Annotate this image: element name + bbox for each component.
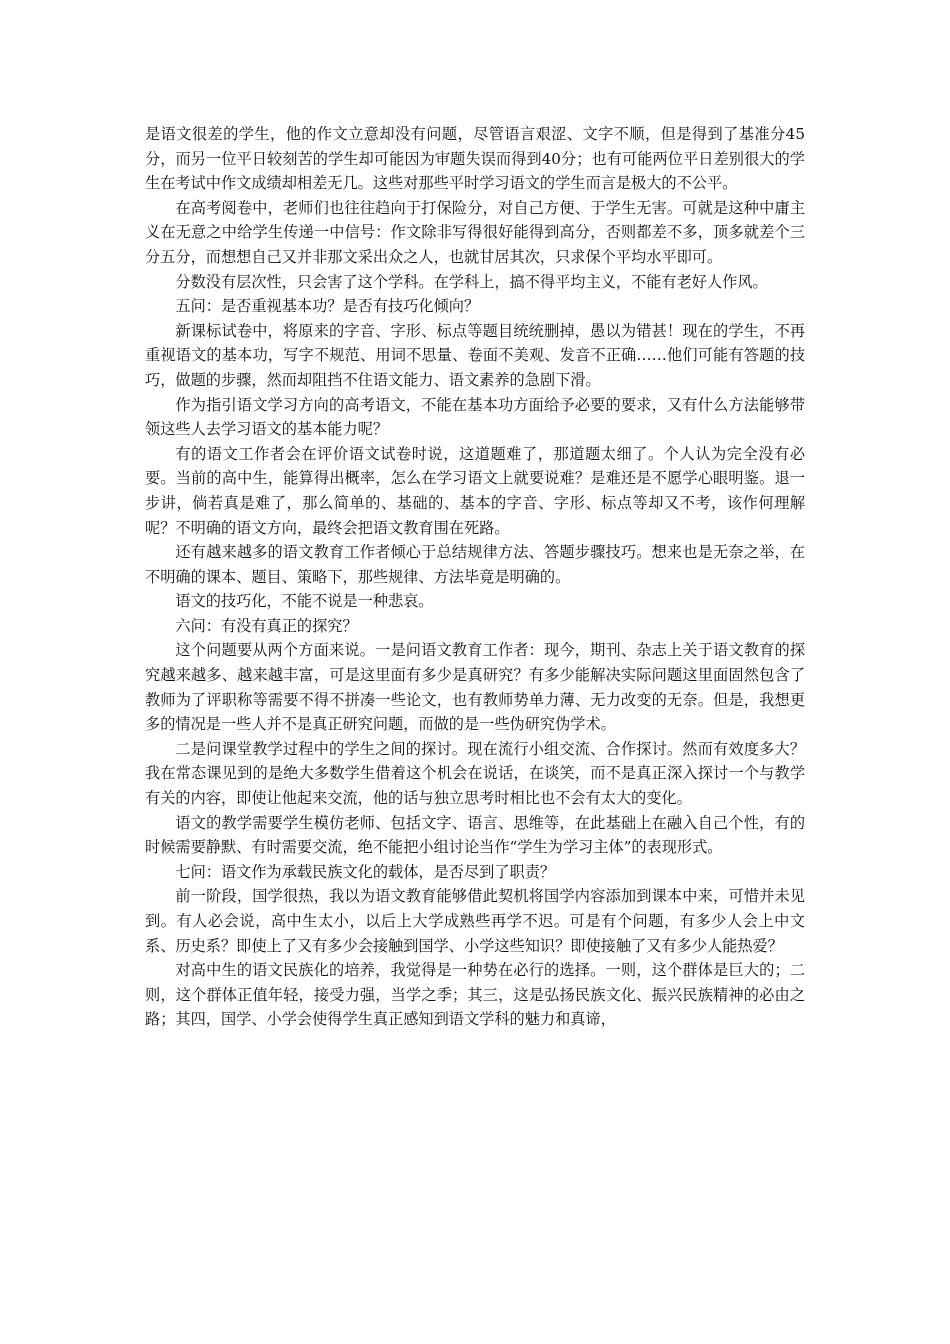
paragraph: 作为指引语文学习方向的高考语文，不能在基本功方面给予必要的要求，又有什么方法能够带领这些人去学习语文的基本能力呢？ [145, 395, 805, 439]
paragraph: 语文的技巧化，不能不说是一种悲哀。 [175, 592, 434, 611]
paragraph: 是语文很差的学生，他的作文立意却没有问题，尽管语言艰涩、文字不顺，但是得到了基准分45分，而另一位平日较刻苦的学生却可能因为审题失误而得到40分；也有可能两位平日差别很大的学生在考试中作文成绩却相差无几。这些对那些平时学习语文的学生而言是极大的不公平。 [145, 125, 805, 193]
paragraph: 新课标试卷中，将原来的字音、字形、标点等题目统统删掉，愚以为错甚！现在的学生，不再重视语文的基本功，写字不规范、用词不思量、卷面不美观、发音不正确……他们可能有答题的技巧，做题的步骤，然而却阻挡不住语文能力、语文素养的急剧下滑。 [145, 321, 805, 389]
paragraph: 这个问题要从两个方面来说。一是问语文教育工作者：现今，期刊、杂志上关于语文教育的探究越来越多、越来越丰富，可是这里面有多少是真研究？有多少能解决实际问题这里面固然包含了教师为了评职称等需要不得不拼凑一些论文，也有教师势单力薄、无力改变的无奈。但是，我想更多的情况是一些人并不是真正研究问题，而做的是一些伪研究伪学术。 [145, 641, 805, 734]
document-page [145, 122, 805, 1032]
paragraph: 在高考阅卷中，老师们也往往趋向于打保险分，对自己方便、于学生无害。可就是这种中庸主义在无意之中给学生传递一中信号：作文除非写得很好能得到高分，否则都差不多，顶多就差个三分五分，而想想自己又并非那文采出众之人，也就甘居其次，只求保个平均水平即可。 [145, 198, 805, 266]
paragraph: 前一阶段，国学很热，我以为语文教育能够借此契机将国学内容添加到课本中来，可惜并未见到。有人必会说，高中生太小，以后上大学成熟些再学不迟。可是有个问题，有多少人会上中文系、历史系？即使上了又有多少会接触到国学、小学这些知识？即使接触了又有多少人能热爱？ [145, 887, 805, 955]
section-heading: 七问：语文作为承载民族文化的载体，是否尽到了职责？ [175, 862, 556, 881]
paragraph: 有的语文工作者会在评价语文试卷时说，这道题难了，那道题太细了。个人认为完全没有必要。当前的高中生，能算得出概率，怎么在学习语文上就要说难？是难还是不愿学心眼明鉴。退一步讲，倘若真是难了，那么简单的、基础的、基本的字音、字形、标点等却又不考，该作何理解呢？不明确的语文方向，最终会把语文教育围在死路。 [145, 444, 805, 537]
paragraph: 语文的教学需要学生模仿老师、包括文字、语言、思维等，在此基础上在融入自己个性，有的时候需要静默、有时需要交流，绝不能把小组讨论当作“学生为学习主体”的表现形式。 [145, 813, 805, 857]
section-heading: 六问：有没有真正的探究？ [175, 616, 358, 635]
paragraph: 二是问课堂教学过程中的学生之间的探讨。现在流行小组交流、合作探讨。然而有效度多大？我在常态课见到的是绝大多数学生借着这个机会在说话，在谈笑，而不是真正深入探讨一个与教学有关的内容，即使让他起来交流，他的话与独立思考时相比也不会有太大的变化。 [145, 739, 805, 808]
paragraph: 分数没有层次性，只会害了这个学科。在学科上，搞不得平均主义，不能有老好人作风。 [175, 272, 768, 291]
paragraph: 还有越来越多的语文教育工作者倾心于总结规律方法、答题步骤技巧。想来也是无奈之举，在不明确的课本、题目、策略下，那些规律、方法毕竟是明确的。 [145, 543, 805, 586]
paragraph: 对高中生的语文民族化的培养，我觉得是一种势在必行的选择。一则，这个群体是巨大的；二则，这个群体正值年轻，接受力强，当学之季；其三，这是弘扬民族文化、振兴民族精神的必由之路；其四，国学、小学会使得学生真正感知到语文学科的魅力和真谛， [145, 961, 805, 1029]
section-heading: 五问：是否重视基本功？是否有技巧化倾向？ [175, 297, 480, 316]
